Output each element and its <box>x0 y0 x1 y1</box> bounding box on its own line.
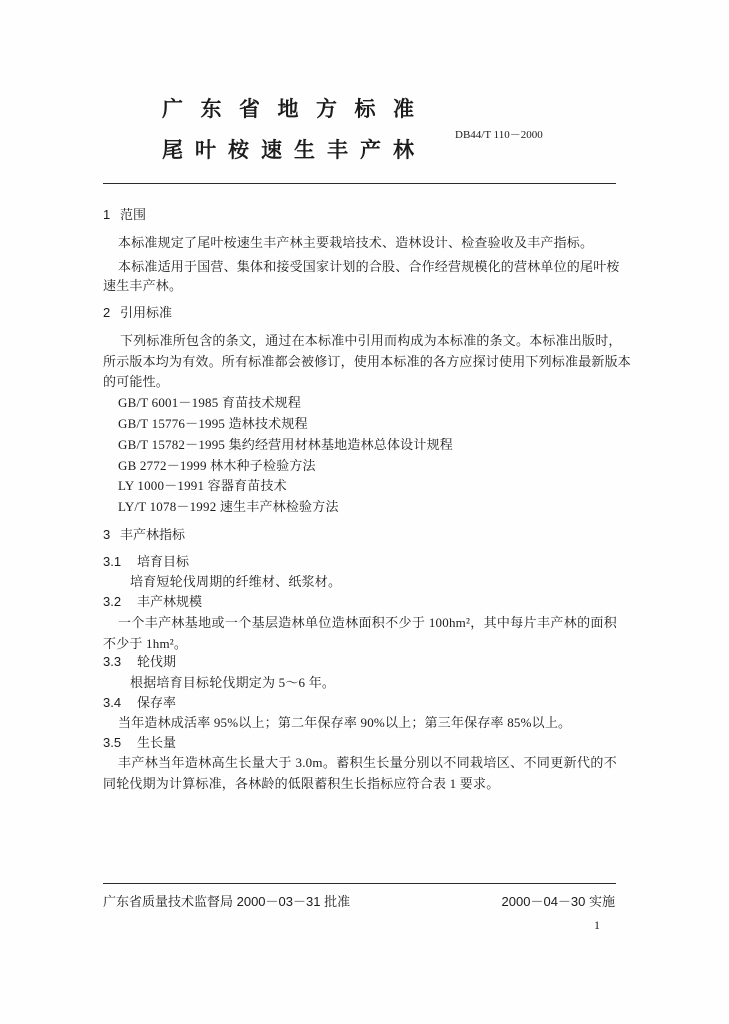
subsection-number: 3.3 <box>103 654 122 669</box>
subsection-heading: 培育目标 <box>137 554 190 569</box>
section-number: 3 <box>103 527 111 542</box>
subsection-heading: 丰产林规模 <box>137 594 203 609</box>
standard-category-heading: 广东省地方标准 <box>162 97 432 121</box>
paragraph-line: 不少于 1hm²。 <box>103 636 188 651</box>
section-heading: 引用标准 <box>120 305 173 320</box>
subsection-number: 3.5 <box>103 735 122 750</box>
subsection-number: 3.4 <box>103 695 122 710</box>
paragraph-line: 的可能性。 <box>103 374 170 389</box>
paragraph-line: 丰产林当年造林高生长量大于 3.0m。蓄积生长量分别以不同栽培区、不同更新代的不 <box>118 755 617 770</box>
paragraph-line: 速生丰产林。 <box>103 278 183 293</box>
header-rule <box>103 183 616 184</box>
subsection-number: 3.2 <box>103 594 122 609</box>
paragraph-line: 一个丰产林基地或一个基层造林单位造林面积不少于 100hm²，其中每片丰产林的面积 <box>118 615 617 630</box>
paragraph-line: 本标准适用于国营、集体和接受国家计划的合股、合作经营规模化的营林单位的尾叶桉 <box>118 259 620 274</box>
section-number: 1 <box>103 207 111 222</box>
reference-item: GB/T 15782－1995 集约经营用材林基地造林总体设计规程 <box>118 437 453 452</box>
subsection-number: 3.1 <box>103 554 122 569</box>
paragraph-line: 根据培育目标轮伐期定为 5～6 年。 <box>130 675 336 690</box>
subsection-heading: 保存率 <box>137 695 177 710</box>
paragraph-line: 下列标准所包含的条文，通过在本标准中引用而构成为本标准的条文。本标准出版时， <box>120 333 622 348</box>
reference-item: GB/T 6001－1985 育苗技术规程 <box>118 395 302 410</box>
paragraph-line: 当年造林成活率 95%以上；第二年保存率 90%以上；第三年保存率 85%以上。 <box>118 715 572 730</box>
reference-item: LY/T 1078－1992 速生丰产林检验方法 <box>118 499 339 514</box>
paragraph-line: 本标准规定了尾叶桉速生丰产林主要栽培技术、造林设计、检查验收及丰产指标。 <box>118 235 594 250</box>
implementation-date: 2000－04－30 实施 <box>501 894 615 909</box>
paragraph-line: 同轮伐期为计算标准，各林龄的低限蓄积生长指标应符合表 1 要求。 <box>103 776 500 791</box>
subsection-heading: 生长量 <box>137 735 177 750</box>
subsection-heading: 轮伐期 <box>137 654 177 669</box>
reference-item: GB 2772－1999 林木种子检验方法 <box>118 458 316 473</box>
section-heading: 范围 <box>120 207 147 222</box>
reference-item: GB/T 15776－1995 造林技术规程 <box>118 416 308 431</box>
page-number: 1 <box>594 918 600 932</box>
document-title: 尾叶桉速生丰产林 <box>162 138 426 162</box>
approval-line: 广东省质量技术监督局 2000－03－31 批准 <box>103 894 351 909</box>
reference-item: LY 1000－1991 容器育苗技术 <box>118 478 287 493</box>
paragraph-line: 所示版本均为有效。所有标准都会被修订，使用本标准的各方应探讨使用下列标准最新版本 <box>103 354 632 369</box>
paragraph-line: 培育短轮伐周期的纤维材、纸浆材。 <box>130 574 342 589</box>
section-heading: 丰产林指标 <box>120 527 186 542</box>
standard-code: DB44/T 110－2000 <box>455 129 543 141</box>
section-number: 2 <box>103 305 111 320</box>
footer-rule <box>103 883 616 884</box>
